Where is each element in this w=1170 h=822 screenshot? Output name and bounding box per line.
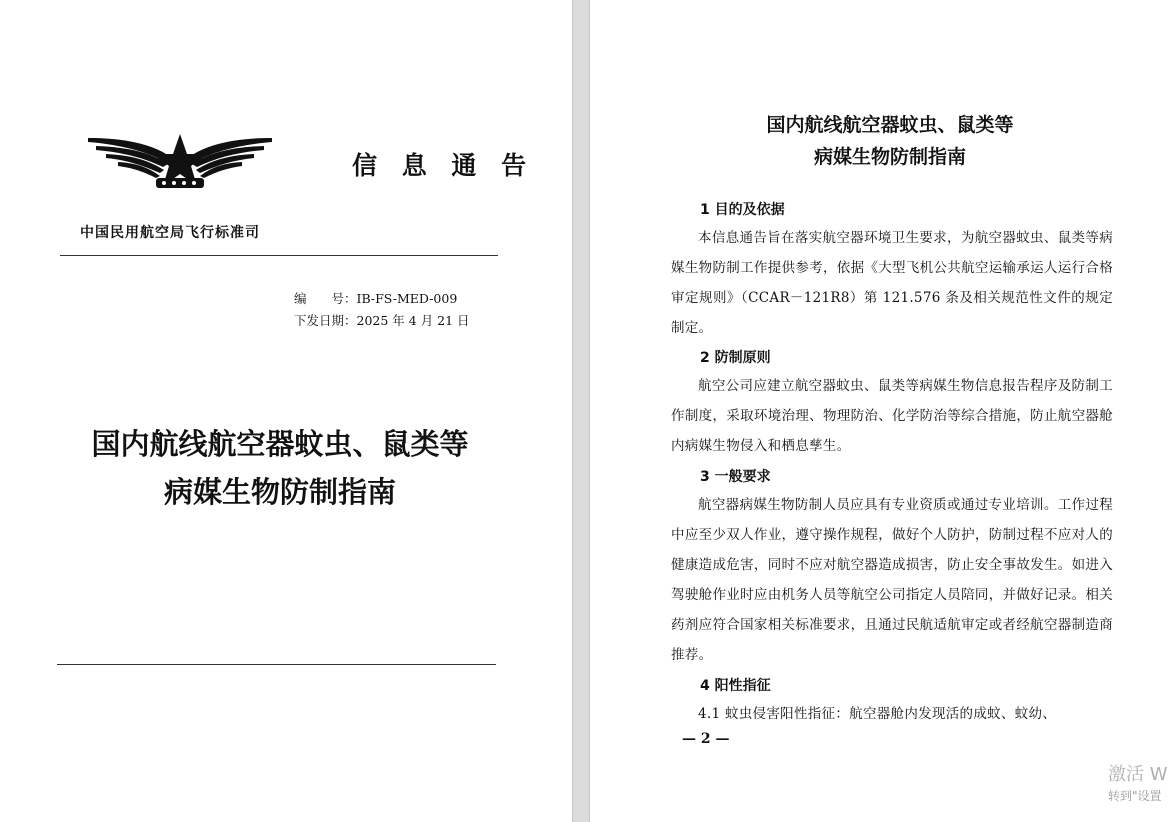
section-heading-1: 1 目的及依据: [700, 202, 785, 218]
cover-title-line-1: 国内航线航空器蚊虫、鼠类等: [91, 427, 469, 461]
document-number-label: 编 号：: [294, 291, 357, 306]
caac-wings-star-emblem: [84, 132, 276, 192]
notice-title: 信 息 通 告: [352, 151, 535, 180]
page-gutter: [572, 0, 590, 822]
left-page: [0, 0, 572, 822]
body-title-line-1: 国内航线航空器蚊虫、鼠类等: [766, 114, 1014, 136]
document-number-value: IB-FS-MED-009: [356, 291, 458, 306]
body-title-line-2: 病媒生物防制指南: [813, 146, 966, 168]
activation-watermark-line-1: 激活 W: [1108, 764, 1168, 785]
section-heading-4: 4 阳性指征: [700, 678, 771, 694]
activation-watermark-line-2: 转到"设置: [1108, 789, 1162, 803]
page-number: — 2 —: [682, 731, 730, 747]
issuing-department: 中国民用航空局飞行标准司: [80, 225, 260, 241]
cover-title-line-2: 病媒生物防制指南: [163, 475, 396, 509]
section-text-4: 4.1 蚊虫侵害阳性指征：航空器舱内发现活的成蚊、蚊幼、: [698, 706, 1057, 722]
body-title: [590, 109, 1170, 173]
document-number: [294, 289, 457, 307]
section-heading-2: 2 防制原则: [700, 350, 771, 366]
section-text-3: 航空器病媒生物防制人员应具有专业资质或通过专业培训。工作过程中应至少双人作业，遵守操作规程，做好个人防护，防制过程不应对人的健康造成危害，同时不应对航空器造成损害，防止安全事故发生。如进入驾驶舱作业时应由机务人员等航空公司指定人员陪同，并做好记录。相关药剂应符合国家相关标准要求，且通过民航适航审定或者经航空器制造商推荐。: [671, 497, 1113, 663]
section-heading-3: 3 一般要求: [700, 469, 771, 485]
footer-rule: [57, 664, 496, 665]
header-rule: [60, 255, 498, 256]
section-text-2: 航空公司应建立航空器蚊虫、鼠类等病媒生物信息报告程序及防制工作制度，采取环境治理、物理防治、化学防治等综合措施，防止航空器舱内病媒生物侵入和栖息孳生。: [671, 378, 1113, 454]
cover-title: [0, 420, 560, 516]
section-text-1: 本信息通告旨在落实航空器环境卫生要求，为航空器蚊虫、鼠类等病媒生物防制工作提供参考，依据《大型飞机公共航空运输承运人运行合格审定规则》（CCAR－121R8）第 121.576 条及相关规范性文件的规定制定。: [671, 230, 1113, 336]
issue-date-label: 下发日期：: [294, 313, 357, 328]
issue-date: [294, 311, 470, 329]
issue-date-value: 2025 年 4 月 21 日: [356, 313, 470, 328]
